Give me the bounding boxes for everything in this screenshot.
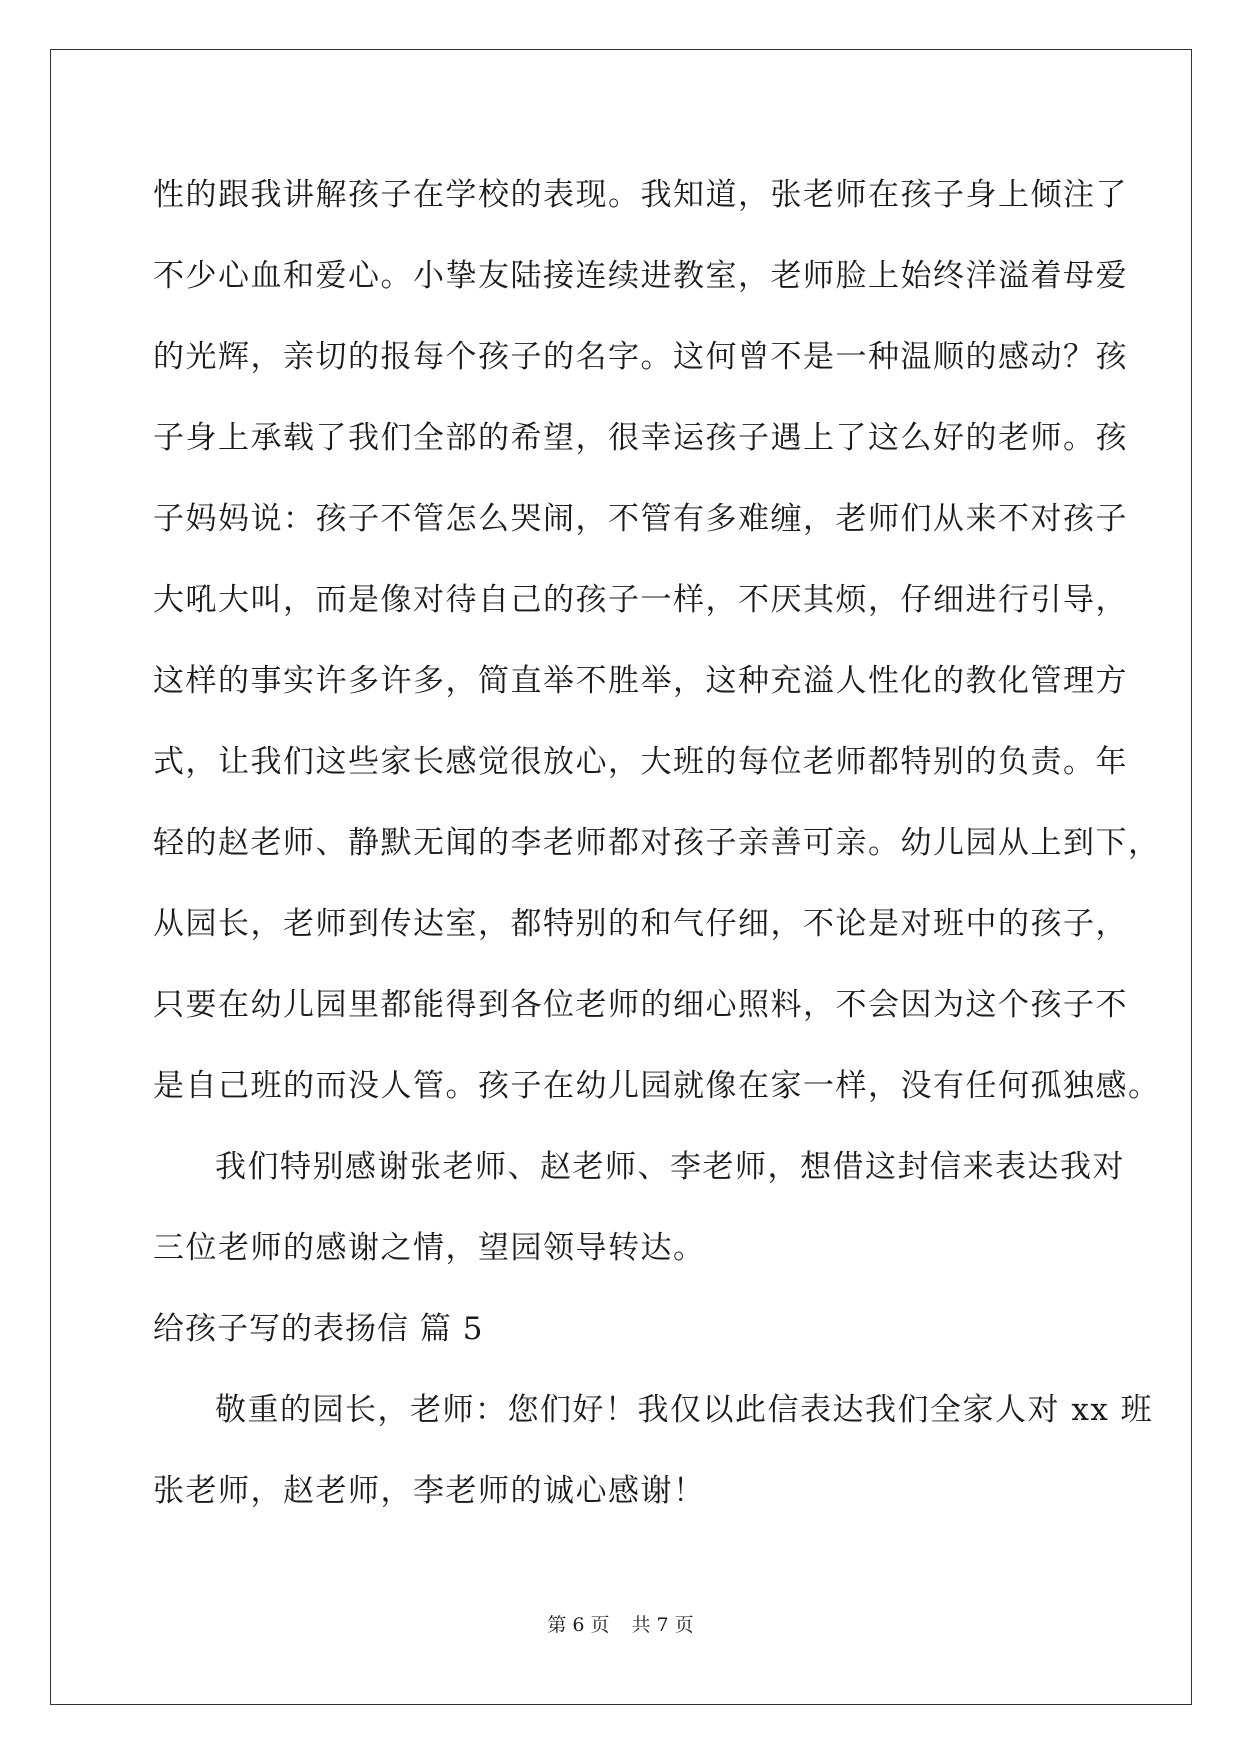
body-line: 的光辉，亲切的报每个孩子的名字。这何曾不是一种温顺的感动？孩 — [153, 339, 1128, 375]
paragraph-first-line: 我们特别感谢张老师、赵老师、李老师，想借这封信来表达我对 — [215, 1149, 1125, 1185]
page-total: 共 7 页 — [631, 1614, 694, 1636]
page-number: 第 6 页 — [547, 1614, 610, 1636]
body-line: 从园长，老师到传达室，都特别的和气仔细，不论是对班中的孩子， — [153, 906, 1128, 942]
body-line: 轻的赵老师、静默无闻的李老师都对孩子亲善可亲。幼儿园从上到下， — [153, 825, 1161, 861]
body-line: 张老师，赵老师，李老师的诚心感谢！ — [153, 1473, 706, 1509]
body-line: 式，让我们这些家长感觉很放心，大班的每位老师都特别的负责。年 — [153, 744, 1128, 780]
body-line: 子妈妈说：孩子不管怎么哭闹，不管有多难缠，老师们从来不对孩子 — [153, 501, 1128, 537]
paragraph-first-line: 敬重的园长，老师：您们好！我仅以此信表达我们全家人对 xx 班 — [215, 1392, 1154, 1428]
body-line: 是自己班的而没人管。孩子在幼儿园就像在家一样，没有任何孤独感。 — [153, 1068, 1161, 1104]
section-heading: 给孩子写的表扬信 篇 5 — [153, 1311, 484, 1347]
page-footer — [0, 1610, 1241, 1637]
body-line: 只要在幼儿园里都能得到各位老师的细心照料，不会因为这个孩子不 — [153, 987, 1128, 1023]
body-line: 性的跟我讲解孩子在学校的表现。我知道，张老师在孩子身上倾注了 — [153, 177, 1128, 213]
body-line: 三位老师的感谢之情，望园领导转达。 — [153, 1230, 706, 1266]
body-line: 这样的事实许多许多，简直举不胜举，这种充溢人性化的教化管理方 — [153, 663, 1128, 699]
document-body — [153, 155, 1161, 1532]
body-line: 大吼大叫，而是像对待自己的孩子一样，不厌其烦，仔细进行引导， — [153, 582, 1128, 618]
body-line: 子身上承载了我们全部的希望，很幸运孩子遇上了这么好的老师。孩 — [153, 420, 1128, 456]
body-line: 不少心血和爱心。小挚友陆接连续进教室，老师脸上始终洋溢着母爱 — [153, 258, 1128, 294]
